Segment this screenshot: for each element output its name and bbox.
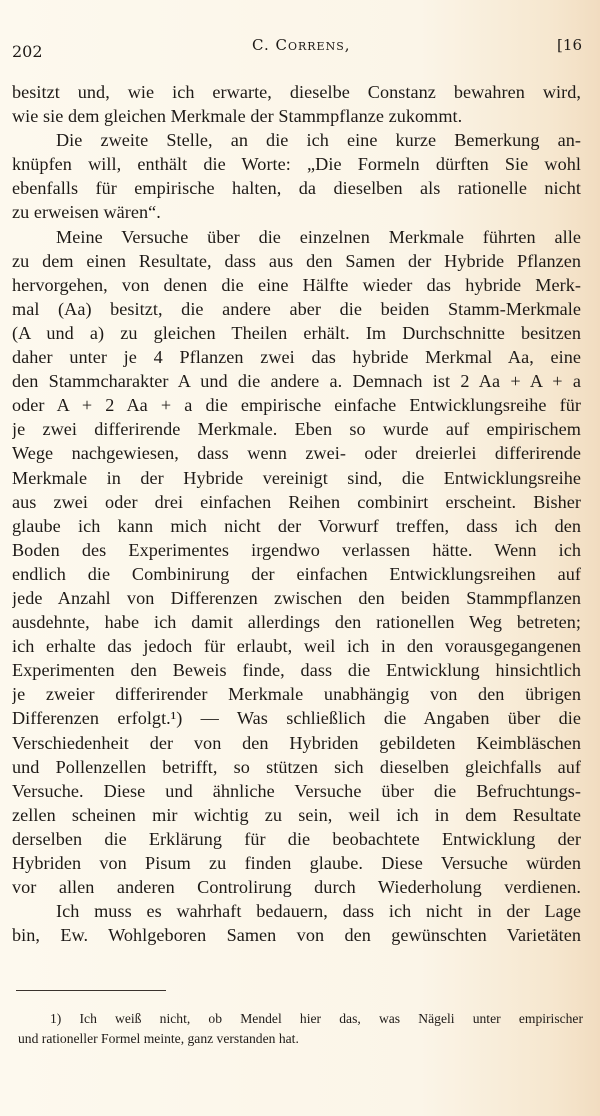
text-line: zellen scheinen mir wichtig zu sein, weil ich in dem Resultate (12, 804, 581, 825)
text-line: endlich die Combinirung der einfachen Entwicklungsreihen auf (12, 563, 581, 584)
text-line: ebenfalls für empirische halten, da dieselben als rationelle nicht (12, 178, 581, 199)
text-line: Versuche. Diese und ähnliche Versuche über die Befruchtungs- (12, 780, 581, 801)
text-line: und Pollenzellen betrifft, so stützen sich dieselben gleichfalls auf (12, 756, 581, 777)
text-line: daher unter je 4 Pflanzen zwei das hybride Merkmal Aa, eine (12, 347, 581, 368)
text-line: zu dem einen Resultate, dass aus den Samen der Hybride Pflanzen (12, 250, 581, 271)
text-line: aus zwei oder drei einfachen Reihen combinirt erscheint. Bisher (12, 491, 581, 512)
text-line: Merkmale in der Hybride vereinigt sind, die Entwicklungsreihe (12, 467, 581, 488)
text-line: Differenzen erfolgt.¹) — Was schließlich die Angaben über die (12, 708, 581, 729)
text-line: ich erhalte das jedoch für erlaubt, weil ich in den vorausgegangenen (12, 636, 581, 657)
text-line: bin, Ew. Wohlgeboren Samen von den gewünschten Varietäten (12, 925, 581, 946)
text-line: (A und a) zu gleichen Theilen erhält. Im Durchschnitte besitzen (12, 322, 581, 343)
text-line: besitzt und, wie ich erwarte, dieselbe Constanz bewahren wird, (12, 82, 581, 102)
text-line: Wege nachgewiesen, dass wenn zwei- oder dreierlei differirende (12, 443, 581, 464)
text-line: Boden des Experimentes irgendwo verlassen hätte. Wenn ich (12, 539, 581, 560)
footnote-line: 1) Ich weiß nicht, ob Mendel hier das, was Nägeli unter empirischer (50, 1011, 583, 1026)
section-mark: [16 (557, 36, 582, 54)
text-line: je zweier differirender Merkmale unabhängig von den übrigen (12, 684, 581, 705)
text-line: Hybriden von Pisum zu finden glaube. Diese Versuche würden (12, 853, 581, 873)
text-line: ausdehnte, habe ich damit allerdings den rationellen Weg betreten; (12, 612, 581, 633)
text-line: glaube ich kann mich nicht der Vorwurf treffen, dass ich den (12, 515, 581, 536)
text-line: oder A + 2 Aa + a die empirische einfache Entwicklungsreihe für (12, 395, 581, 416)
text-line: wie sie dem gleichen Merkmale der Stammpflanze zukommt. (12, 106, 463, 127)
text-line: jede Anzahl von Differenzen zwischen den beiden Stammpflanzen (12, 587, 581, 608)
text-line: derselben die Erklärung für die beobachtete Entwicklung der (12, 828, 581, 849)
text-line: Experimenten den Beweis finde, dass die Entwicklung hinsichtlich (12, 660, 581, 681)
text-line: mal (Aa) besitzt, die andere aber die beiden Stamm-Merkmale (12, 298, 581, 319)
text-line: den Stammcharakter A und die andere a. Demnach ist 2 Aa + A + a (12, 371, 581, 392)
text-line: Meine Versuche über die einzelnen Merkmale führten alle (56, 226, 581, 247)
text-line: zu erweisen wären“. (12, 202, 161, 223)
footnote-line: und rationeller Formel meinte, ganz verstanden hat. (18, 1031, 299, 1046)
text-line: vor allen anderen Controlirung durch Wiederholung verdienen. (12, 877, 581, 898)
text-line: Die zweite Stelle, an die ich eine kurze Bemerkung an- (56, 130, 581, 151)
footnote-divider (16, 990, 166, 991)
page-header (12, 36, 592, 62)
text-line: Ich muss es wahrhaft bedauern, dass ich nicht in der Lage (56, 901, 581, 922)
text-line: Verschiedenheit der von den Hybriden gebildeten Keimbläschen (12, 732, 581, 753)
body-text (12, 80, 581, 947)
running-title: C. Correns, (252, 36, 351, 54)
footnote (18, 1009, 583, 1049)
page-number: 202 (12, 42, 43, 61)
text-line: knüpfen will, enthält die Worte: „Die Formeln dürften Sie wohl (12, 154, 581, 175)
text-line: je zwei differirende Merkmale. Eben so wurde auf empirischem (12, 419, 581, 440)
text-line: hervorgehen, von denen die eine Hälfte wieder das hybride Merk- (12, 274, 581, 295)
